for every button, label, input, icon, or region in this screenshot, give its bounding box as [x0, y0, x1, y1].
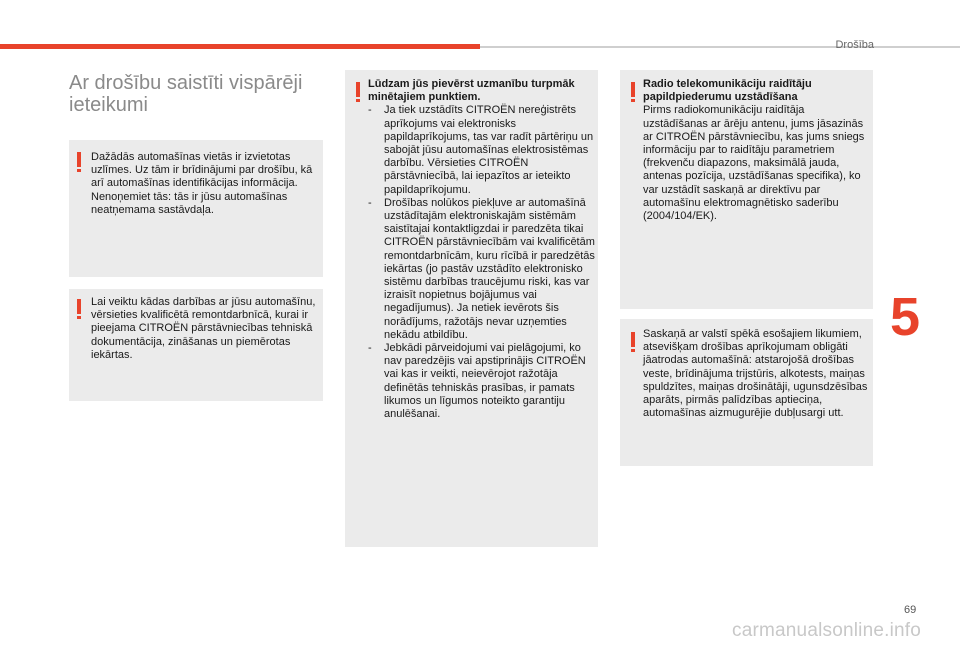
warning-box-mandatory-equipment — [620, 319, 873, 466]
list-dash: - — [368, 104, 372, 117]
warning-icon — [77, 299, 81, 319]
list-item — [368, 342, 596, 421]
warning-icon — [356, 82, 360, 102]
warning-box-service — [69, 289, 323, 401]
list-item-text: Jebkādi pārveidojumi vai pielāgojumi, ko nav paredzējis vai apstiprinājis CITROËN vai kas ir veikti, neievērojot ražotāja definētās tehniskās prasības, ir pamats likumos un līgumos noteikto garantiju anulēšanai. — [384, 342, 586, 421]
list-dash: - — [368, 342, 372, 355]
equipment-heading: Lūdzam jūs pievērst uzmanību turpmāk minētajiem punktiem. — [368, 78, 575, 104]
watermark: carmanualsonline.info — [732, 620, 922, 641]
mandatory-text: Saskaņā ar valstī spēkā esošajiem likumiem, atsevišķam drošības aprīkojumam obligāti jāatrodas automašīnā: atstarojošā drošības veste, brīdinājuma trijstūris, alkotests, maiņas spuldzītes, maiņas drošinātāji, ugunsdzēsības aparāts, pirmās palīdzības aptieciņa, automašīnas aizmugurējie dubļusargi utt. — [643, 328, 868, 420]
header-rule — [480, 46, 960, 48]
equipment-content — [368, 78, 596, 421]
page-title: Ar drošību saistīti vispārēji ieteikumi — [69, 72, 303, 116]
list-item-text: Drošības nolūkos piekļuve ar automašīnā uzstādītajām elektroniskajām sistēmām saistītajai kontaktligzdai ir paredzēta tikai CITROËN pārstāvniecībām vai kvalificētām remontdarbnīcām, kuru rīcībā ir paredzētās iekārtas (jo pastāv uzstādīto elektronisko sistēmu darbības traucējumu riski, kas var izraisīt nopietnus bojājumus vai negadījumus). Ja netiek ievērots šis norādījums, ražotājs nevar uzņemties nekādu atbildību. — [384, 196, 595, 341]
page-number: 69 — [904, 604, 917, 616]
section-label: Drošība — [835, 39, 874, 51]
list-item — [368, 197, 596, 342]
list-dash: - — [368, 196, 372, 209]
radio-heading: Radio telekomunikāciju raidītāju papildpiederumu uzstādīšana — [643, 78, 812, 104]
warning-icon — [631, 332, 635, 352]
chapter-number: 5 — [890, 287, 921, 347]
warning-box-labels — [69, 140, 323, 277]
list-item — [368, 104, 596, 196]
radio-text: Pirms radiokomunikāciju raidītāja uzstādīšanas ar ārēju antenu, jums jāsazinās ar CITROËN pārstāvniecību, kas jums sniegs informāciju par to raidītāju parametriem (frekvenču diapazons, maksimālā jauda, antenas pozīcija, uzstādīšanas specifika), ko var uzstādīt saskaņā ar direktīvu par automašīnu elektromagnētisko saderību (2004/104/EK). — [643, 104, 865, 223]
warning-icon — [77, 152, 81, 172]
radio-content — [643, 78, 871, 223]
warning-text: Dažādās automašīnas vietās ir izvietotas uzlīmes. Uz tām ir brīdinājumi par drošību, kā arī automašīnas identifikācijas informācija. Nenoņemiet tās: tās ir jūsu automašīnas neatņemama sastāvdaļa. — [91, 151, 313, 216]
header-accent-bar — [0, 44, 480, 49]
list-item-text: Ja tiek uzstādīts CITROËN nereģistrēts aprīkojums vai elektronisks papildaprīkojums, tas var radīt pārtēriņu un sabojāt jūsu automašīnas elektrosistēmas darbību. Vērsieties CITROËN pārstāvniecībā, lai iepazītos ar ieteikto papildaprīkojumu. — [384, 104, 594, 196]
warning-box-equipment — [345, 70, 598, 547]
warning-text: Lai veiktu kādas darbības ar jūsu automašīnu, vērsieties kvalificētā remontdarbnīcā, kurai ir pieejama CITROËN pārstāvniecības tehniskā dokumentācija, zināšanas un piemērotas iekārtas. — [91, 296, 316, 361]
warning-box-radio — [620, 70, 873, 309]
warning-icon — [631, 82, 635, 102]
